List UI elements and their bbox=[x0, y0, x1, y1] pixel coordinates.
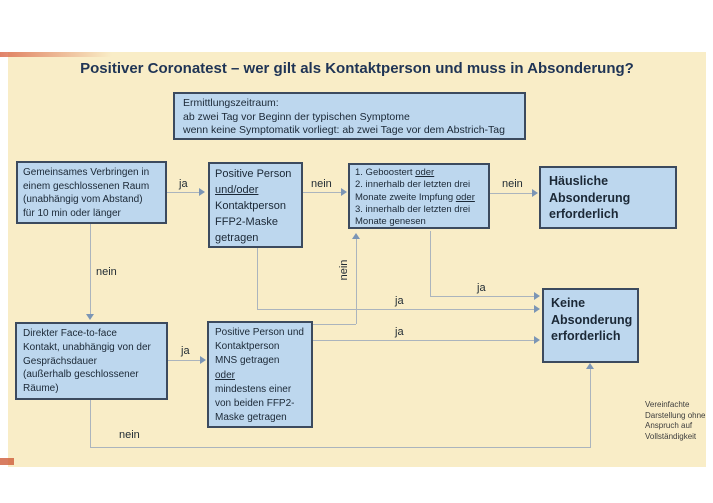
node-text-segment: 1. Geboostert bbox=[355, 167, 416, 178]
node-text-line: Positive Person und bbox=[215, 327, 304, 338]
node-text-line bbox=[355, 167, 483, 179]
edge-mns-immunity-line bbox=[313, 324, 356, 325]
footer-note bbox=[645, 400, 711, 442]
edge-mns-immunity-line bbox=[356, 239, 357, 324]
edge-label-immunity-home: nein bbox=[502, 178, 523, 190]
node-text-line: Räume) bbox=[23, 383, 59, 395]
node-text-line: Monate genesen bbox=[355, 216, 426, 228]
node-text-line: Direkter Face-to-face bbox=[23, 328, 117, 339]
info-line: wenn keine Symptomatik vorliegt: ab zwei Tage vor dem Abstrich-Tag bbox=[183, 124, 505, 136]
node-face-to-face bbox=[15, 322, 168, 400]
edge-label-ffp2-none: ja bbox=[395, 295, 404, 307]
crop-mark-bottom-left bbox=[0, 458, 14, 465]
diagram-title: Positiver Coronatest – wer gilt als Kontaktperson und muss in Absonderung? bbox=[80, 60, 634, 77]
edge-label-room-ffp2: ja bbox=[179, 178, 188, 190]
edge-immunity-none-line bbox=[430, 231, 431, 296]
edge-label-mns-immunity: nein bbox=[338, 259, 350, 281]
footer-note-line: Darstellung ohne bbox=[645, 410, 706, 420]
arrowhead-right-icon bbox=[534, 336, 540, 344]
edge-label-ffp2-immunity: nein bbox=[311, 178, 332, 190]
arrowhead-right-icon bbox=[532, 189, 538, 197]
node-text-segment: oder bbox=[455, 191, 475, 203]
edge-immunity-home-line bbox=[490, 193, 532, 194]
arrowhead-right-icon bbox=[199, 188, 205, 196]
edge-face-none-line bbox=[90, 447, 591, 448]
node-no-isolation bbox=[542, 288, 639, 363]
edge-mns-none-line bbox=[313, 340, 534, 341]
edge-face-none-line bbox=[590, 369, 591, 447]
node-text-line: (unabhängig vom Abstand) bbox=[23, 194, 143, 205]
node-text-line: und/oder bbox=[215, 184, 259, 196]
edge-room-face-line bbox=[90, 224, 91, 314]
node-text-line: Absonderung bbox=[549, 190, 631, 205]
node-text-line: für 10 min oder länger bbox=[23, 207, 121, 219]
node-text-segment: Monate zweite Impfung bbox=[355, 191, 456, 203]
arrowhead-right-icon bbox=[200, 356, 206, 364]
arrowhead-up-icon bbox=[352, 233, 360, 239]
node-ffp2-worn bbox=[208, 162, 303, 248]
info-line: Ermittlungszeitraum: bbox=[183, 97, 279, 109]
node-text-line: Absonderung bbox=[551, 312, 633, 327]
node-text-segment: oder bbox=[415, 167, 435, 178]
node-text-line: Gemeinsames Verbringen in bbox=[23, 167, 150, 178]
arrowhead-right-icon bbox=[341, 188, 347, 196]
node-text-line: erforderlich bbox=[551, 329, 621, 343]
crop-mark-top-left bbox=[0, 52, 112, 57]
info-line: ab zwei Tag vor Beginn der typischen Symptome bbox=[183, 110, 410, 123]
edge-ffp2-none-line bbox=[257, 248, 258, 309]
node-shared-room bbox=[16, 161, 167, 224]
edge-label-face-mns: ja bbox=[181, 345, 190, 357]
node-immunity-criteria bbox=[348, 163, 490, 229]
node-text-line: getragen bbox=[215, 232, 259, 244]
edge-immunity-none-line bbox=[430, 296, 534, 297]
edge-face-mns-line bbox=[168, 360, 200, 361]
node-text-line: Keine bbox=[551, 296, 586, 310]
arrowhead-down-icon bbox=[86, 314, 94, 320]
node-text-line: Kontaktperson bbox=[215, 341, 280, 353]
node-text-line: mindestens einer bbox=[215, 383, 292, 395]
node-text-line: erforderlich bbox=[549, 207, 619, 221]
node-ermittlungszeitraum bbox=[173, 92, 526, 140]
node-text-line: Gesprächsdauer bbox=[23, 355, 97, 367]
node-text-line: Häusliche bbox=[549, 174, 609, 188]
arrowhead-right-icon bbox=[534, 292, 540, 300]
edge-label-mns-none: ja bbox=[395, 326, 404, 338]
node-text-line: MNS getragen bbox=[215, 355, 280, 367]
node-text-line: Maske getragen bbox=[215, 412, 287, 424]
edge-face-none-line bbox=[90, 400, 91, 447]
edge-ffp2-none-line bbox=[257, 309, 534, 310]
node-text-line: Positive Person bbox=[215, 168, 292, 180]
node-text-line: (außerhalb geschlossener bbox=[23, 369, 139, 381]
node-text-line: Kontakt, unabhängig von der bbox=[23, 341, 151, 353]
edge-room-ffp2-line bbox=[167, 192, 200, 193]
node-text-line: FFP2-Maske bbox=[215, 216, 278, 228]
node-text-line: von beiden FFP2- bbox=[215, 398, 295, 410]
node-text-line: einem geschlossenen Raum bbox=[23, 180, 150, 192]
node-text-line: oder bbox=[215, 369, 236, 381]
edge-label-face-none: nein bbox=[119, 429, 140, 441]
node-text-line bbox=[355, 192, 483, 204]
arrowhead-right-icon bbox=[534, 305, 540, 313]
footer-note-line: Anspruch auf bbox=[645, 421, 693, 430]
edge-label-room-face: nein bbox=[96, 266, 117, 278]
arrowhead-up-icon bbox=[586, 363, 594, 369]
edge-ffp2-immunity-line bbox=[303, 192, 341, 193]
node-text-line: Kontaktperson bbox=[215, 200, 286, 212]
footer-note-line: Vereinfachte bbox=[645, 400, 690, 409]
node-mns-or-ffp2 bbox=[207, 321, 313, 428]
node-text-line: 2. innerhalb der letzten drei bbox=[355, 179, 471, 191]
node-home-isolation bbox=[539, 166, 677, 229]
node-text-line: 3. innerhalb der letzten drei bbox=[355, 203, 471, 215]
edge-label-immunity-none: ja bbox=[477, 282, 486, 294]
footer-note-line: Vollständigkeit bbox=[645, 431, 697, 441]
